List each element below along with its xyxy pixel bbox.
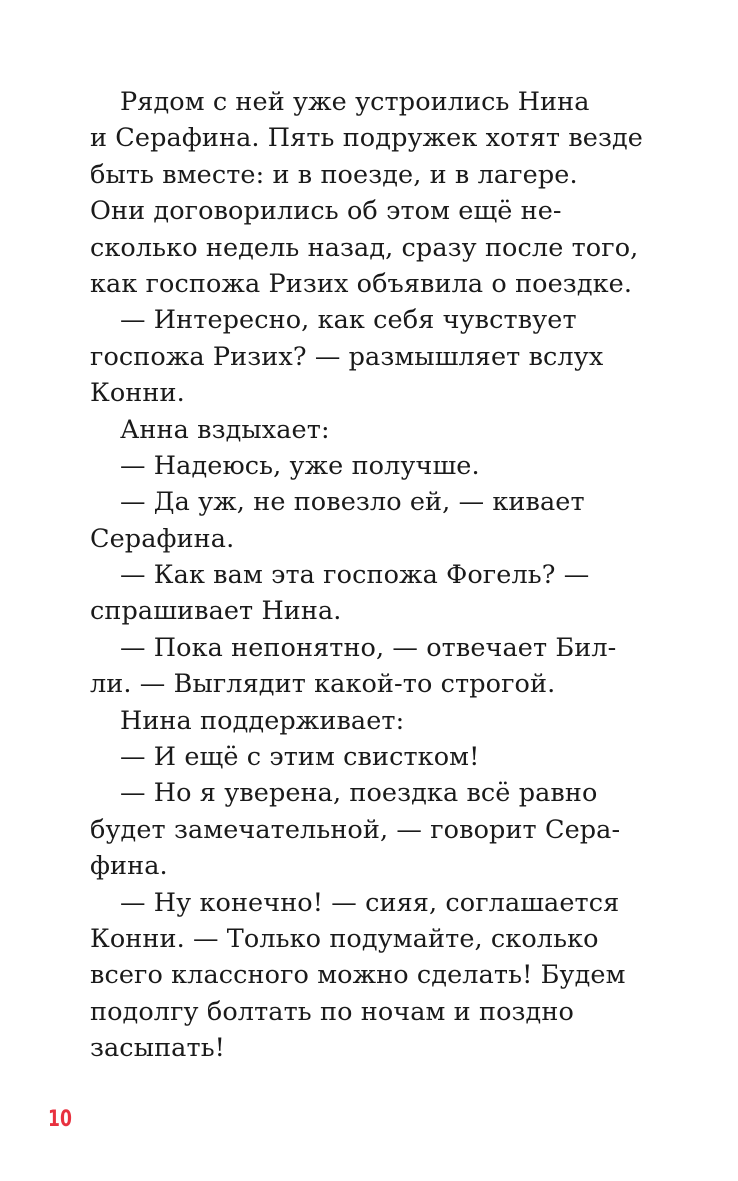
text-line: — Как вам эта госпожа Фогель? — bbox=[120, 560, 590, 591]
text-line: — Да уж, не повезло ей, — кивает bbox=[120, 487, 585, 518]
text-line: Конни. — Только подумайте, сколько bbox=[90, 923, 599, 954]
text-line: будет замечательной, — говорит Сера- bbox=[90, 814, 621, 845]
text-line: — И ещё с этим свистком! bbox=[120, 742, 480, 773]
text-line: госпожа Ризих? — размышляет вслух bbox=[90, 341, 604, 372]
text-line: всего классного можно сделать! Будем bbox=[90, 960, 626, 991]
text-line: Конни. bbox=[90, 378, 185, 409]
text-line: как госпожа Ризих объявила о поездке. bbox=[90, 268, 633, 299]
text-line: Рядом с ней уже устроились Нина bbox=[120, 87, 590, 117]
text-line: фина. bbox=[90, 851, 168, 882]
text-line: ли. — Выглядит какой-то строгой. bbox=[90, 669, 556, 700]
text-line: — Надеюсь, уже получше. bbox=[120, 450, 480, 481]
text-line: быть вместе: и в поезде, и в лагере. bbox=[90, 159, 578, 190]
text-line: подолгу болтать по ночам и поздно bbox=[90, 996, 574, 1027]
text-line: спрашивает Нина. bbox=[90, 596, 342, 627]
text-line: засыпать! bbox=[90, 1033, 226, 1064]
text-line: — Ну конечно! — сияя, соглашается bbox=[120, 887, 620, 918]
text-line: — Но я уверена, поездка всё равно bbox=[120, 778, 598, 809]
body-text bbox=[90, 84, 650, 1067]
text-line: — Пока непонятно, — отвечает Бил- bbox=[120, 632, 617, 663]
text-line: — Интересно, как себя чувствует bbox=[120, 305, 577, 336]
text-line: Анна вздыхает: bbox=[120, 414, 330, 445]
text-line: Серафина. bbox=[90, 523, 235, 554]
text-line: и Серафина. Пять подружек хотят везде bbox=[90, 123, 643, 154]
text-line: сколько недель назад, сразу после того, bbox=[90, 232, 639, 263]
page-number: 10 bbox=[48, 1107, 72, 1132]
text-line: Они договорились об этом ещё не- bbox=[90, 196, 562, 227]
text-line: Нина поддерживает: bbox=[120, 705, 405, 736]
